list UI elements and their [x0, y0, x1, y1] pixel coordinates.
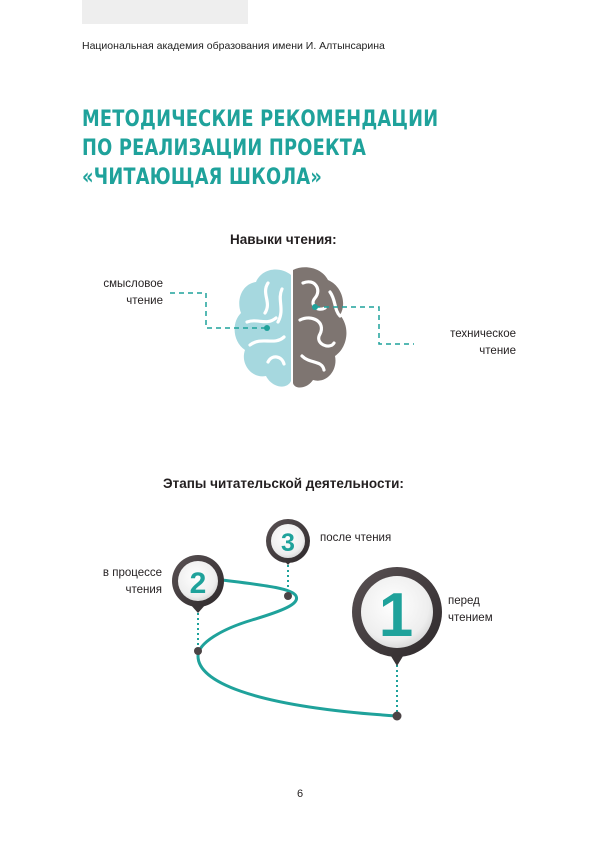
organization-name: Национальная академия образования имени И. Алтынсарина	[82, 40, 385, 52]
stage-2-anchor-dot	[194, 647, 202, 655]
stage-1-pin	[352, 567, 442, 666]
title-line-3: «ЧИТАЮЩАЯ ШКОЛА»	[82, 164, 323, 190]
stage-1-anchor-dot	[393, 712, 402, 721]
stage-3-pin	[266, 519, 310, 565]
stage-3-anchor-dot	[284, 592, 292, 600]
semantic-reading-label	[88, 276, 163, 310]
semantic-reading-line-2: чтение	[126, 295, 163, 307]
stage-before-label	[448, 593, 493, 627]
reading-stages-heading: Этапы читательской деятельности:	[163, 476, 404, 491]
reading-skills-heading: Навыки чтения:	[230, 232, 337, 247]
title-line-1: МЕТОДИЧЕСКИЕ РЕКОМЕНДАЦИИ	[82, 106, 439, 132]
technical-reading-line-2: чтение	[479, 345, 516, 357]
technical-reading-line-1: техническое	[450, 328, 516, 340]
brain-icon	[235, 267, 347, 387]
title-line-2: ПО РЕАЛИЗАЦИИ ПРОЕКТА	[82, 135, 367, 161]
stage-2-number: 2	[189, 567, 207, 600]
stage-after-label	[320, 530, 391, 547]
stage-before-line-1: перед	[448, 595, 480, 607]
stage-1-number: 1	[378, 581, 414, 650]
brain-right-hemisphere	[293, 267, 346, 387]
stage-before-line-2: чтением	[448, 612, 493, 624]
stage-during-label	[84, 565, 162, 599]
page-number: 6	[296, 788, 304, 800]
stage-3-number: 3	[281, 529, 295, 557]
stage-during-line-2: чтения	[125, 584, 162, 596]
semantic-reading-line-1: смысловое	[103, 278, 163, 290]
stage-during-line-1: в процессе	[102, 567, 162, 579]
stage-2-pin	[172, 555, 224, 613]
stage-after-line-1: после чтения	[320, 532, 392, 544]
technical-reading-label	[430, 326, 516, 360]
